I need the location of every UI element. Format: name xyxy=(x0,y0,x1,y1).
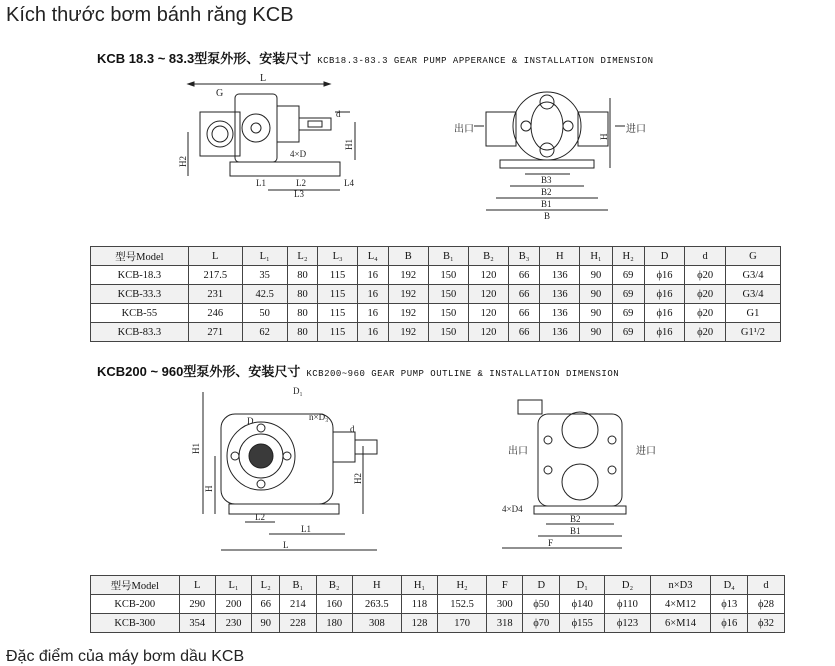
table-cell: 300 xyxy=(487,595,523,614)
table-cell: 192 xyxy=(388,304,428,323)
table-cell: 16 xyxy=(357,323,388,342)
label-inlet: 进口 xyxy=(626,124,646,135)
table-header-row xyxy=(91,576,785,595)
table-cell: 35 xyxy=(242,266,287,285)
label-H2: H2 xyxy=(353,473,363,484)
table-cell: ϕ155 xyxy=(560,614,605,633)
table-row xyxy=(91,266,781,285)
label-L2: L2 xyxy=(296,178,306,188)
kcb-small-front-view-drawing xyxy=(450,88,660,220)
label-H1: H1 xyxy=(191,443,201,454)
table-cell: 90 xyxy=(580,323,612,342)
label-H: H xyxy=(204,485,214,492)
label-L1: L1 xyxy=(256,178,266,188)
table-cell: 231 xyxy=(188,285,242,304)
table-header: D₄ xyxy=(711,576,748,595)
table-cell: 136 xyxy=(540,323,580,342)
bearing-housing xyxy=(333,432,355,462)
table-cell: G3/4 xyxy=(725,266,780,285)
section2-title-en: KCB200~960 GEAR PUMP OUTLINE & INSTALLATION DIMENSION xyxy=(306,369,620,379)
table-header: H xyxy=(352,576,401,595)
table-header: L₃ xyxy=(318,247,357,266)
drive-shaft xyxy=(355,440,377,454)
table-cell: 160 xyxy=(316,595,352,614)
table-header: B₁ xyxy=(280,576,316,595)
table-header: L₄ xyxy=(357,247,388,266)
table-header: 型号Model xyxy=(91,247,189,266)
table-header: L₁ xyxy=(242,247,287,266)
table-cell: 66 xyxy=(252,595,280,614)
table-row xyxy=(91,595,785,614)
table-cell: ϕ110 xyxy=(605,595,650,614)
label-B1: B1 xyxy=(570,526,581,536)
table-cell: ϕ123 xyxy=(605,614,650,633)
label-nD3: n×D₃ xyxy=(309,412,329,422)
table-cell: 192 xyxy=(388,323,428,342)
label-D: D xyxy=(247,416,254,426)
bolt xyxy=(608,466,616,474)
bolt xyxy=(544,466,552,474)
label-L3: L3 xyxy=(294,189,304,199)
table-header: L₂ xyxy=(252,576,280,595)
section1-title-cn: KCB 18.3 ~ 83.3型泵外形、安装尺寸 xyxy=(97,51,312,66)
table-header: B₃ xyxy=(509,247,540,266)
inlet-port xyxy=(207,121,233,147)
table-cell: 90 xyxy=(580,285,612,304)
label-D1: D₁ xyxy=(293,386,303,396)
table-cell: 120 xyxy=(468,285,508,304)
table-cell: 150 xyxy=(428,323,468,342)
table-cell: 66 xyxy=(509,266,540,285)
table-cell: ϕ13 xyxy=(711,595,748,614)
port-bore xyxy=(249,444,273,468)
label-H: H xyxy=(599,133,609,140)
table-cell: ϕ16 xyxy=(644,304,685,323)
table-cell: 62 xyxy=(242,323,287,342)
table-cell: G1¹/2 xyxy=(725,323,780,342)
table-cell: 150 xyxy=(428,304,468,323)
table-cell: ϕ28 xyxy=(748,595,785,614)
table-header: B₂ xyxy=(316,576,352,595)
mount-base xyxy=(229,504,339,514)
upper-cover xyxy=(562,412,598,448)
table-cell: 90 xyxy=(252,614,280,633)
table-cell: ϕ50 xyxy=(523,595,560,614)
table-cell: 80 xyxy=(287,304,318,323)
table-header: d xyxy=(685,247,726,266)
shaft-key xyxy=(308,121,322,127)
table-header: D xyxy=(644,247,685,266)
table-header: F xyxy=(487,576,523,595)
table-cell: 16 xyxy=(357,304,388,323)
table-cell: ϕ16 xyxy=(644,323,685,342)
table-cell: KCB-300 xyxy=(91,614,180,633)
table-cell: 69 xyxy=(612,266,644,285)
table-row xyxy=(91,614,785,633)
drive-shaft xyxy=(518,400,542,414)
pump-body xyxy=(235,94,277,162)
table-cell: 136 xyxy=(540,266,580,285)
bolt-right xyxy=(563,121,573,131)
mount-base xyxy=(230,162,340,176)
label-inlet: 进口 xyxy=(636,446,656,457)
spec-table-kcb-large xyxy=(90,575,785,633)
table-cell: 50 xyxy=(242,304,287,323)
table-cell: 69 xyxy=(612,285,644,304)
label-4xD4: 4×D4 xyxy=(502,504,523,514)
table-cell: 16 xyxy=(357,285,388,304)
pump-cover xyxy=(242,114,270,142)
table-header: B₂ xyxy=(468,247,508,266)
table-cell: 150 xyxy=(428,266,468,285)
dim-arrow xyxy=(188,82,194,86)
label-4xD: 4×D xyxy=(290,149,307,159)
kcb-small-side-view-drawing xyxy=(180,72,370,202)
shaft-housing xyxy=(277,106,299,142)
table-cell: 290 xyxy=(179,595,215,614)
footer-heading: Đặc điểm của máy bơm dầu KCB xyxy=(6,648,245,665)
kcb-large-front-view-drawing xyxy=(498,384,668,554)
section2-title-cn: KCB200 ~ 960型泵外形、安装尺寸 xyxy=(97,364,301,379)
table-cell: ϕ20 xyxy=(685,266,726,285)
table-header: H₂ xyxy=(612,247,644,266)
table-cell: 318 xyxy=(487,614,523,633)
table-header: D xyxy=(523,576,560,595)
table-cell: 120 xyxy=(468,304,508,323)
inlet-flange xyxy=(200,112,240,156)
table-cell: ϕ140 xyxy=(560,595,605,614)
table-row xyxy=(91,304,781,323)
table-cell: 120 xyxy=(468,323,508,342)
label-L1: L1 xyxy=(301,524,311,534)
table-cell: 66 xyxy=(509,323,540,342)
bolt xyxy=(283,452,291,460)
bolt xyxy=(257,480,265,488)
table-cell: 354 xyxy=(179,614,215,633)
label-L4: L4 xyxy=(344,178,354,188)
table-cell: 66 xyxy=(509,285,540,304)
drive-shaft xyxy=(299,118,331,130)
table-cell: 230 xyxy=(215,614,251,633)
label-H1: H1 xyxy=(344,139,354,150)
table-cell: 263.5 xyxy=(352,595,401,614)
table-cell: 115 xyxy=(318,304,357,323)
table-header: H xyxy=(540,247,580,266)
table-cell: 180 xyxy=(316,614,352,633)
table-cell: 136 xyxy=(540,304,580,323)
table-cell: 66 xyxy=(509,304,540,323)
mount-foot xyxy=(500,160,594,168)
table-cell: 200 xyxy=(215,595,251,614)
section1-title-en: KCB18.3-83.3 GEAR PUMP APPERANCE & INSTALLATION DIMENSION xyxy=(317,56,654,66)
table-header: L₁ xyxy=(215,576,251,595)
table-header: B₁ xyxy=(428,247,468,266)
table-row xyxy=(91,323,781,342)
table-cell: 4×M12 xyxy=(650,595,711,614)
table-cell: 69 xyxy=(612,304,644,323)
label-d: d xyxy=(336,109,341,119)
table-cell: 115 xyxy=(318,323,357,342)
table-cell: 42.5 xyxy=(242,285,287,304)
table-cell: KCB-55 xyxy=(91,304,189,323)
table-cell: 118 xyxy=(401,595,437,614)
label-B1: B1 xyxy=(541,199,552,209)
dim-arrow xyxy=(324,82,330,86)
table-cell: 152.5 xyxy=(438,595,487,614)
table-header: n×D3 xyxy=(650,576,711,595)
table-header: L xyxy=(179,576,215,595)
table-header: H₂ xyxy=(438,576,487,595)
table-cell: 271 xyxy=(188,323,242,342)
table-header: L₂ xyxy=(287,247,318,266)
lower-cover xyxy=(562,464,598,500)
table-cell: 228 xyxy=(280,614,316,633)
table-cell: G1 xyxy=(725,304,780,323)
outlet-flange xyxy=(486,112,516,146)
table-cell: ϕ16 xyxy=(711,614,748,633)
table-cell: 80 xyxy=(287,266,318,285)
table-cell: 217.5 xyxy=(188,266,242,285)
table-cell: 16 xyxy=(357,266,388,285)
table-cell: 308 xyxy=(352,614,401,633)
bolt xyxy=(231,452,239,460)
label-outlet: 出口 xyxy=(508,446,528,457)
table-cell: ϕ20 xyxy=(685,323,726,342)
table-cell: KCB-18.3 xyxy=(91,266,189,285)
label-H2: H2 xyxy=(178,156,188,167)
label-d: d xyxy=(350,424,355,434)
table-header: d xyxy=(748,576,785,595)
table-cell: 120 xyxy=(468,266,508,285)
table-header: D₂ xyxy=(605,576,650,595)
table-header: H₁ xyxy=(580,247,612,266)
table-cell: 192 xyxy=(388,285,428,304)
bolt xyxy=(257,424,265,432)
table-cell: 6×M14 xyxy=(650,614,711,633)
table-header: H₁ xyxy=(401,576,437,595)
table-header: L xyxy=(188,247,242,266)
label-outlet: 出口 xyxy=(454,124,474,135)
label-B: B xyxy=(544,211,551,221)
table-cell: 80 xyxy=(287,285,318,304)
label-G: G xyxy=(216,88,224,99)
label-B2: B2 xyxy=(570,514,581,524)
kcb-large-side-view-drawing xyxy=(185,384,385,558)
table-cell: 214 xyxy=(280,595,316,614)
bolt xyxy=(544,436,552,444)
table-header: B xyxy=(388,247,428,266)
mount-foot xyxy=(534,506,626,514)
table-cell: KCB-33.3 xyxy=(91,285,189,304)
table-cell: 170 xyxy=(438,614,487,633)
section1-title xyxy=(97,48,654,67)
label-L2: L2 xyxy=(255,512,265,522)
table-cell: ϕ70 xyxy=(523,614,560,633)
table-cell: 69 xyxy=(612,323,644,342)
table-cell: KCB-83.3 xyxy=(91,323,189,342)
inlet-bore xyxy=(212,126,228,142)
table-cell: ϕ20 xyxy=(685,285,726,304)
table-header: G xyxy=(725,247,780,266)
pump-hub xyxy=(251,123,261,133)
table-cell: 115 xyxy=(318,285,357,304)
table-cell: 136 xyxy=(540,285,580,304)
label-L: L xyxy=(260,73,267,84)
table-cell: 80 xyxy=(287,323,318,342)
table-cell: ϕ20 xyxy=(685,304,726,323)
table-cell: 90 xyxy=(580,304,612,323)
section2-title xyxy=(97,361,619,380)
bolt xyxy=(608,436,616,444)
table-cell: 150 xyxy=(428,285,468,304)
table-cell: 192 xyxy=(388,266,428,285)
label-L: L xyxy=(283,540,289,550)
table-header: D₁ xyxy=(560,576,605,595)
table-header-row xyxy=(91,247,781,266)
label-B3: B3 xyxy=(541,175,552,185)
table-cell: ϕ32 xyxy=(748,614,785,633)
pump-casing xyxy=(538,414,622,506)
table-cell: 115 xyxy=(318,266,357,285)
spec-table-kcb-small xyxy=(90,246,781,342)
table-cell: ϕ16 xyxy=(644,285,685,304)
label-B2: B2 xyxy=(541,187,552,197)
table-header: 型号Model xyxy=(91,576,180,595)
table-cell: 246 xyxy=(188,304,242,323)
page-title: Kích thước bơm bánh răng KCB xyxy=(6,4,294,26)
table-cell: KCB-200 xyxy=(91,595,180,614)
table-cell: 90 xyxy=(580,266,612,285)
table-cell: G3/4 xyxy=(725,285,780,304)
table-cell: 128 xyxy=(401,614,437,633)
label-F: F xyxy=(548,538,554,548)
table-cell: ϕ16 xyxy=(644,266,685,285)
table-row xyxy=(91,285,781,304)
bolt-left xyxy=(521,121,531,131)
